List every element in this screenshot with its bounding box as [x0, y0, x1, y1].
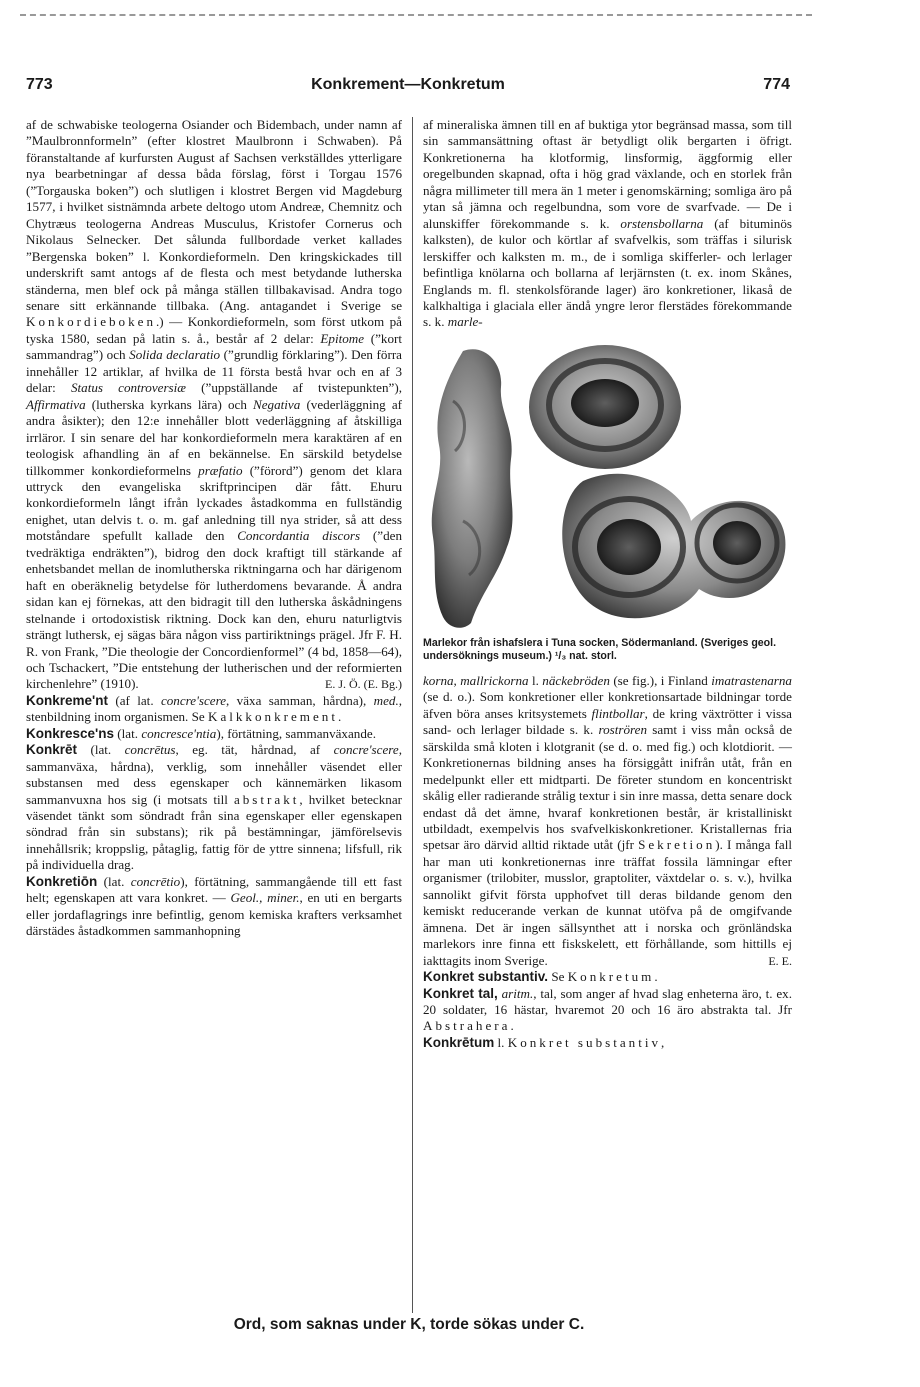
author-signature: E. J. Ö. (E. Bg.): [325, 677, 402, 692]
entry-konkrement: Konkreme'nt (af lat. concre'scere, växa samman, hårdna), med., stenbildning inom organismen. Se Kalkkonkrement.: [26, 692, 402, 725]
cross-reference[interactable]: abstrakt: [233, 791, 300, 807]
cross-reference[interactable]: Sekretion: [638, 837, 716, 853]
page-header: [26, 76, 790, 102]
headword: Konkrēt: [26, 742, 78, 758]
cross-reference[interactable]: Konkretum: [567, 969, 655, 985]
entry-konkretum: Konkrētum l. Konkret substantiv,: [423, 1034, 665, 1050]
headword: Konkresce'ns: [26, 725, 115, 741]
right-column: [423, 117, 792, 1051]
cross-reference[interactable]: Konkret substantiv: [507, 1034, 662, 1050]
cross-reference[interactable]: Abstrahera: [423, 1018, 511, 1034]
cross-reference[interactable]: Konkordieboken: [26, 314, 156, 330]
cross-reference[interactable]: Kalkkonkrement: [207, 709, 338, 725]
left-column: [26, 117, 402, 940]
entry-konkretion-continued-2: korna, mallrickorna l. näckebröden (se fig.), i Finland imatrastenarna (se d. o.). Som konkretioner eller konkretionsartade bildningar torde äfven böra anses kritsystemets flintbollar, de kring växtrötter i vissa sand- och lerlager bildade s. k. roströren samt i viss mån också de särskilda små kloten i klotgranit (se d. o. med fig.) och klotdiorit. — Konkretionernas bildning anses ha försiggått inifrån utåt, från en medelpunkt eller ett midtparti. De företer stundom en koncentriskt skålig eller radierande strålig textur i sin inre massa, detta senare dock endast då det ämne, hvaraf konkretionen består, är kristalliniskt utbildadt, exempelvis hos svafvelkiskonkretioner. Kristallernas fria spetsar äro därvid alltid riktade utåt (jfr Sekretion). I många fall har man uti konkretionernas inre träffat fossila lämningar efter organismer (trilobiter, musslor, graptoliter, växtdelar o. s. v.), hvilka sannolikt gifvit första upphofvet till deras bildande genom den kemiskt reducerande verkan de kunnat utöfva på de omgifvande ämnena. Det är ingen sällsynthet att i norska och grönländska marlekors inre finna ett fiskskelett, ett förhållande, som hittills ej iakttagits inom Sverige. E. E.: [423, 672, 793, 968]
top-rule: [20, 14, 812, 16]
entry-konkordieformeln-continued: af de schwabiske teologerna Osiander och Bidembach, under namn af ”Maulbronnformeln” (efter klostret Maulbronn i Schwaben). På föranstaltande af kurfursten August af Sachsen verkställdes ytterligare nya bearbetningar af dessa båda förslag, först i Torgau 1576 (”Torgauska boken”) och slutligen i klostret Bergen vid Magdeburg 1577, i hvilket sistnämnda arbete deltogo utom Andreæ, Chemnitz och Chytræus teologerna Andreas Musculus, Kristofer Cornerus och Nikolaus Selnecker. Det sålunda fullbordade verket kallades ”Bergenska boken” l. Konkordieformeln. Den kringskickades till underskrift samt antogs af de flesta och mest betydande lutherska ständerna, men blef ock på många ställen tillbakavisad. Andra togo senare sitt erkännande tillbaka. (Ang. antagandet i Sverige se Konkordieboken.) — Konkordieformeln, som först utkom på tyska 1580, sedan på latin s. å., består af 2 delar: Epitome (”kort sammandrag”) och Solida declaratio (”grundlig förklaring”). Den förra innehåller 12 artiklar, af hvilka de 11 första bestå hvar och en af 3 delar: Status controversiæ (”uppställande af tvistepunkten”), Affirmativa (lutherska kyrkans lära) och Negativa (vederläggning af andra åsikter); den 12:e innehåller blott vederläggning af åtskilliga irrläror. I sin senare del har konkordieformeln mera karaktären af en teologisk afhandling än af en bekännelse. En särskild betydelse tillkommer konkordieformelns præfatio (”förord”) genom det klara uttryck den evangeliska skriftprincipen där fått. Ehuru konkordieformeln långt ifrån lyckades åstadkomma en fullständig enighet, utan delvis t. o. m. gaf anledning till nya strider, så att dess motståndare spefullt kallade den Concordantia discors (”den tvedräktiga endräkten”), bidrog den dock kraftigt till stärkande af enhetsbandet mellan de inomlutherska riktningarna och har därigenom haft en oberäknelig betydelse för lutherdomens bevarande. Å andra sidan kan ej förnekas, att den bidragit till den lutherska åskådningens stelnande i ortodoxistisk riktning. Dock kan den, ehuru naturligtvis strängt luthersk, ej sägas bära någon viss partiriktnings prägel. Jfr F. H. R. von Frank, ”Die theologie der Concordienformel” (4 bd, 1858—64), och Tschackert, ”Die entstehung der lutherischen und der reformierten kirchenlehre” (1910). E. J. Ö. (E. Bg.): [26, 117, 402, 692]
entry-konkret-substantiv: Konkret substantiv. Se Konkretum.: [423, 969, 658, 985]
author-signature: E. E.: [768, 953, 792, 968]
headword: Konkreme'nt: [26, 692, 108, 708]
entry-konkret: Konkrēt (lat. concrētus, eg. tät, hårdnad, af concre'scere, sammanväxa, hårdna), verklig, som innehåller väsendet eller substansen med dess egenskaper och kännemärken likasom sammanvuxna hos sig (i motsats till abstrakt, hvilket betecknar väsendet tänkt som söndradt från sina egenskaper eller egenskapen söndrad från sin substans); rik på bestämningar, jämförelsevis innehållsrik; kroppslig, påtaglig, fattig för de yttre sinnena; lifsfull, rik på individuella drag.: [26, 742, 403, 873]
headword: Konkrētum: [423, 1034, 495, 1050]
page-number-right: 774: [763, 76, 790, 93]
page-footer-note: Ord, som saknas under K, torde sökas under C.: [233, 1316, 585, 1333]
entry-konkret-tal: Konkret tal, aritm., tal, som anger af hvad slag enheterna äro, t. ex. 20 soldater, 16 hästar, hvaremot 20 och 16 äro abstrakta tal. Jfr Abstrahera.: [423, 985, 792, 1034]
entry-konkrescens: Konkresce'ns (lat. concresce'ntia), förtätning, sammanväxande.: [26, 725, 376, 741]
running-title: Konkrement—Konkretum: [311, 76, 505, 93]
headword: Konkret tal,: [423, 985, 498, 1001]
concretion-figure: [423, 341, 792, 631]
column-divider: [412, 117, 413, 1313]
entry-konkretion: Konkretiōn (lat. concrētio), förtätning, sammangående till ett fast helt; egenskapen att vara konkret. — Geol., miner., en uti en bergarts eller jordaflagrings inre befintlig, genom kemiska krafters verksamhet därstädes åstadkommen sammanhopning: [26, 873, 402, 939]
entry-konkretion-continued: af mineraliska ämnen till en af buktiga ytor begränsad massa, som till sin sammansättning oftast är betydligt olik bergarten i öfrigt. Konkretionerna ha klotformig, linsformig, äggformig eller oregelbunden skapnad, ofta i hög grad växlande, och en storlek från några millimeter till mera än 1 meter i genomskärning; somliga äro på ytan så jämna och regelbundna, som vore de svarfvade. — De i alunskiffer förekommande s. k. orstensbollarna (af bituminös kalksten), de kulor och körtlar af svafvelkis, som träffas i silurisk lerskiffer och kalksten m. m., de i somliga skifferler- och lerlager befintliga knölarna och bollarna af lerjärnsten (t. ex. inom Skånes, Englands m. fl. stenkolsförande lager) äro konkretioner, likaså de kalkhaltiga i glaciala eller ändå yngre leror flerstädes förekommande s. k. marle-: [423, 117, 792, 330]
marlekor-illustration: [423, 341, 792, 631]
figure-caption: Marlekor från ishafslera i Tuna socken, Södermanland. (Sveriges geol. undersöknings museum.) ¹/₃ nat. storl.: [423, 636, 777, 662]
headword: Konkret substantiv.: [423, 969, 549, 985]
page-number-left: 773: [26, 76, 53, 93]
headword: Konkretiōn: [26, 873, 98, 889]
